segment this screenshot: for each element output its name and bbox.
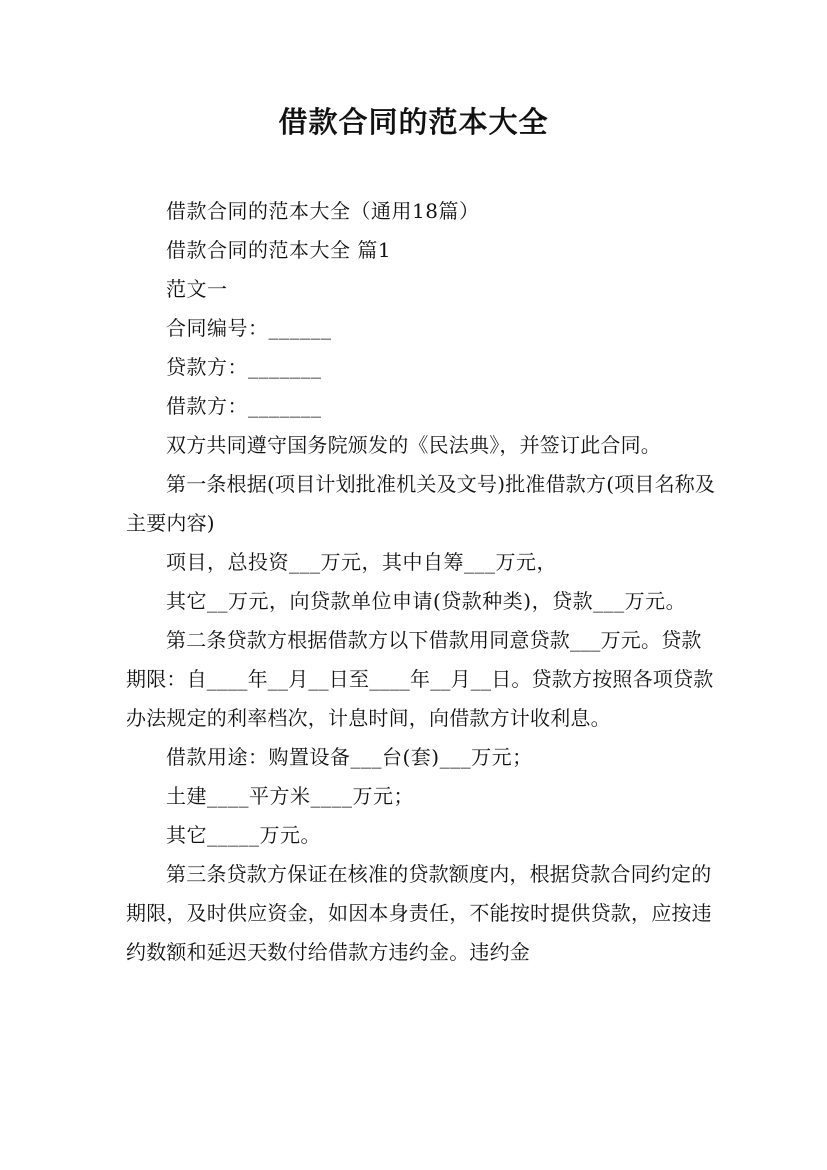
paragraph-article-1: 第一条根据(项目计划批准机关及文号)批准借款方(项目名称及主要内容) [126, 472, 716, 535]
paragraph-sample-label: 范文一 [166, 277, 228, 301]
paragraph-contract-number: 合同编号：______ [166, 316, 332, 340]
paragraph-section-heading: 借款合同的范本大全 篇1 [166, 238, 392, 262]
paragraph-agreement: 双方共同遵守国务院颁发的《民法典》，并签订此合同。 [166, 433, 661, 457]
paragraph-construction: 土建____平方米____万元； [166, 784, 414, 808]
paragraph-subtitle: 借款合同的范本大全（通用18篇） [166, 199, 480, 223]
paragraph-article-2: 第二条贷款方根据借款方以下借款用同意贷款___万元。贷款期限：自____年__月__日至____年__月__日。贷款方按照各项贷款办法规定的利率档次，计息时间，向借款方计收利息。 [126, 628, 714, 730]
paragraph-lender: 贷款方：_______ [166, 355, 322, 379]
paragraph-loan-purpose: 借款用途：购置设备___台(套)___万元； [166, 745, 533, 769]
paragraph-other-funds: 其它__万元，向贷款单位申请(贷款种类)，贷款___万元。 [166, 589, 687, 613]
document-body [126, 192, 716, 972]
paragraph-article-3: 第三条贷款方保证在核准的贷款额度内，根据贷款合同约定的期限，及时供应资金，如因本身责任，不能按时提供贷款，应按违约数额和延迟天数付给借款方违约金。违约金 [126, 862, 712, 964]
document-title: 借款合同的范本大全 [278, 105, 549, 139]
paragraph-investment: 项目，总投资___万元，其中自筹___万元， [166, 550, 557, 574]
paragraph-other: 其它_____万元。 [166, 823, 321, 847]
paragraph-borrower: 借款方：_______ [166, 394, 322, 418]
